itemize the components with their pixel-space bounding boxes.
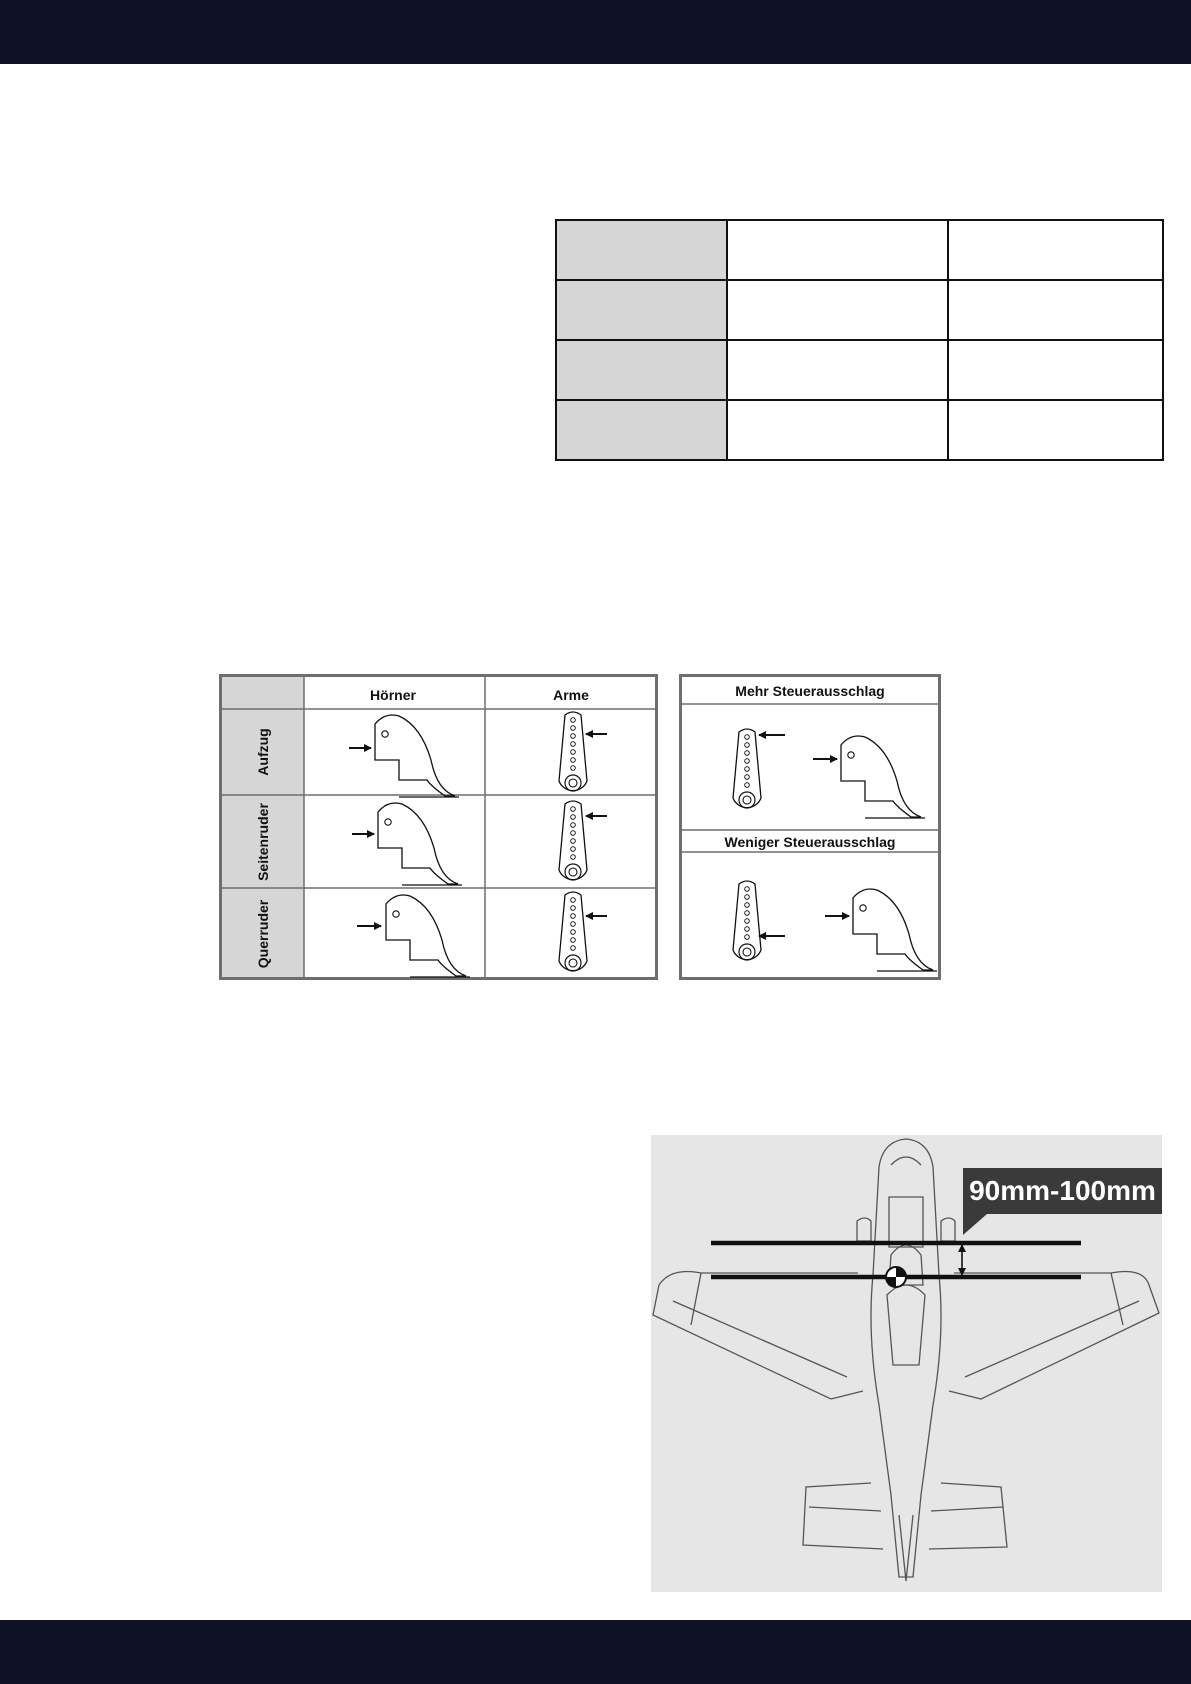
linkage-figure xyxy=(219,674,942,982)
table-cell xyxy=(727,280,948,340)
table-cell xyxy=(948,400,1163,460)
table-row xyxy=(556,280,1163,340)
table-cell xyxy=(556,220,727,280)
cg-range-label: 90mm-100mm xyxy=(963,1168,1162,1214)
table-row xyxy=(556,220,1163,280)
less-throw-label: Weniger Steuerausschlag xyxy=(724,834,896,850)
table-cell xyxy=(727,220,948,280)
row-querruder-label: Querruder xyxy=(255,899,271,969)
row-aufzug-label: Aufzug xyxy=(255,728,271,776)
header-band xyxy=(0,0,1191,64)
table-cell xyxy=(948,280,1163,340)
more-throw-label: Mehr Steuerausschlag xyxy=(735,683,885,699)
table-cell xyxy=(556,280,727,340)
table-row xyxy=(556,340,1163,400)
table-cell xyxy=(948,340,1163,400)
table-cell xyxy=(556,340,727,400)
table-cell xyxy=(948,220,1163,280)
rates-table xyxy=(555,219,1164,461)
row-seitenruder-label: Seitenruder xyxy=(255,803,271,881)
footer-band xyxy=(0,1620,1191,1684)
table-row xyxy=(556,400,1163,460)
col-hoerner-label: Hörner xyxy=(370,687,416,703)
table-cell xyxy=(556,400,727,460)
cg-figure xyxy=(651,1135,1162,1592)
cg-marker-icon xyxy=(886,1267,906,1287)
col-arme-label: Arme xyxy=(553,687,589,703)
table-cell xyxy=(727,400,948,460)
table-cell xyxy=(727,340,948,400)
